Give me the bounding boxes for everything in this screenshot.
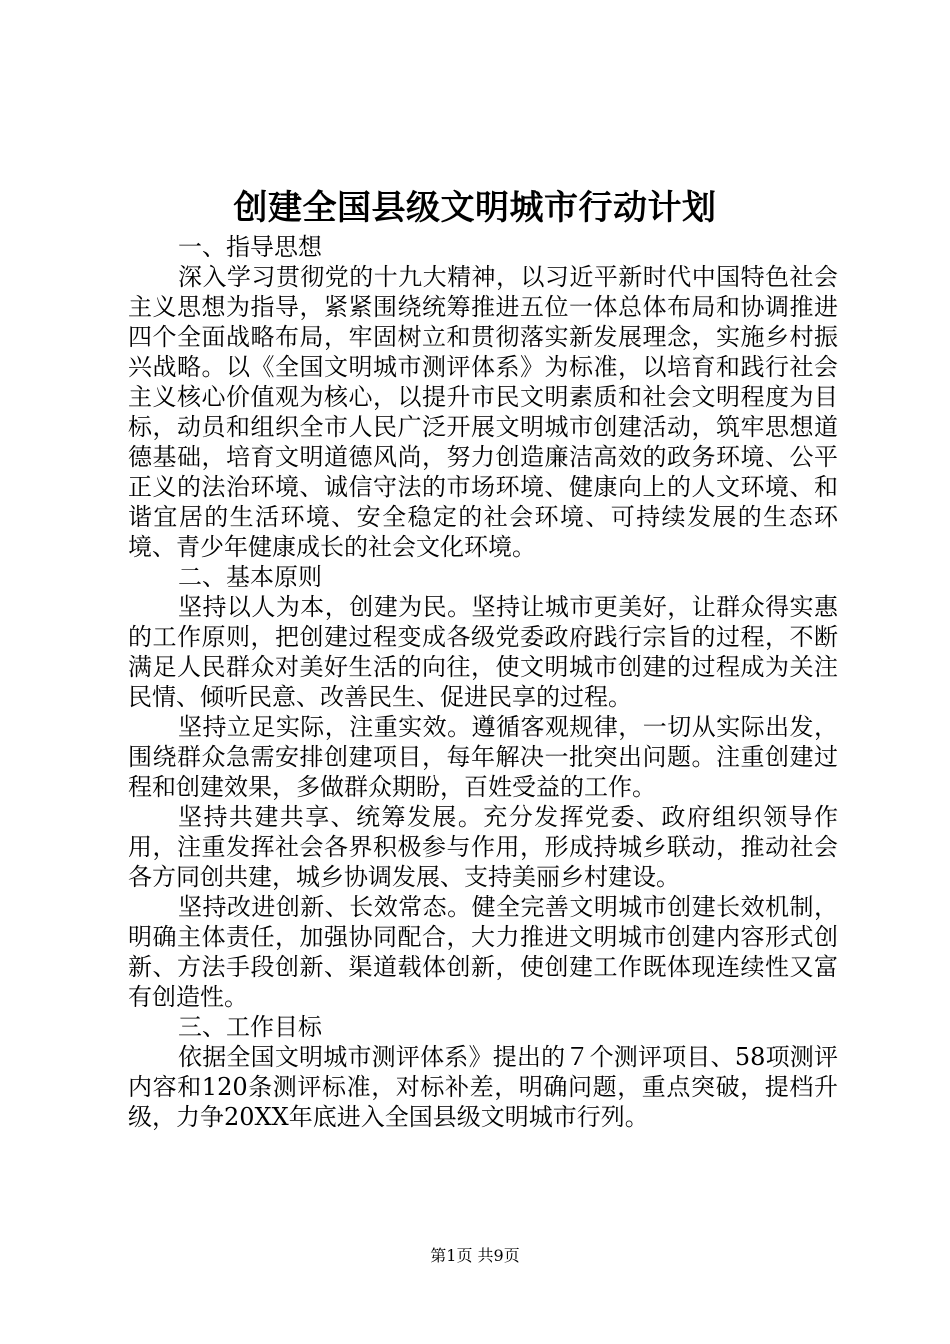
- section-heading: 三、工作目标: [178, 1013, 322, 1041]
- paragraph: 坚持以人为本，创建为民。坚持让城市更美好，让群众得实惠的工作原则，把创建过程变成各级党委政府践行宗旨的过程，不断满足人民群众对美好生活的向往，使文明城市创建的过程成为关注民情、倾听民意、改善民生、促进民享的过程。: [128, 593, 838, 711]
- section-guiding-ideology: [128, 232, 838, 562]
- paragraph: 坚持立足实际，注重实效。遵循客观规律，一切从实际出发，围绕群众急需安排创建项目，每年解决一批突出问题。注重创建过程和创建效果，多做群众期盼，百姓受益的工作。: [128, 713, 838, 801]
- section-work-goals: [128, 1012, 838, 1132]
- paragraph: 依据全国文明城市测评体系》提出的７个测评项目、58项测评内容和120条测评标准，对标补差，明确问题，重点突破，提档升级，力争20XX年底进入全国县级文明城市行列。: [128, 1043, 838, 1131]
- section-heading: 一、指导思想: [178, 233, 322, 261]
- document-title: 创建全国县级文明城市行动计划: [233, 188, 717, 228]
- section-basic-principles: [128, 562, 838, 1012]
- paragraph: 坚持改进创新、长效常态。健全完善文明城市创建长效机制，明确主体责任，加强协同配合，大力推进文明城市创建内容形式创新、方法手段创新、渠道载体创新，使创建工作既体现连续性又富有创造性。: [128, 893, 838, 1011]
- document-body: [128, 232, 838, 1132]
- page-number-footer: 第1页 共9页: [430, 1246, 520, 1265]
- paragraph: 坚持共建共享、统筹发展。充分发挥党委、政府组织领导作用，注重发挥社会各界积极参与作用，形成持城乡联动，推动社会各方同创共建，城乡协调发展、支持美丽乡村建设。: [128, 803, 838, 891]
- section-heading: 二、基本原则: [178, 563, 322, 591]
- paragraph: 深入学习贯彻党的十九大精神，以习近平新时代中国特色社会主义思想为指导，紧紧围绕统筹推进五位一体总体布局和协调推进四个全面战略布局，牢固树立和贯彻落实新发展理念，实施乡村振兴战略。以《全国文明城市测评体系》为标准，以培育和践行社会主义核心价值观为核心，以提升市民文明素质和社会文明程度为目标，动员和组织全市人民广泛开展文明城市创建活动，筑牢思想道德基础，培育文明道德风尚，努力创造廉洁高效的政务环境、公平正义的法治环境、诚信守法的市场环境、健康向上的人文环境、和谐宜居的生活环境、安全稳定的社会环境、可持续发展的生态环境、青少年健康成长的社会文化环境。: [128, 263, 838, 561]
